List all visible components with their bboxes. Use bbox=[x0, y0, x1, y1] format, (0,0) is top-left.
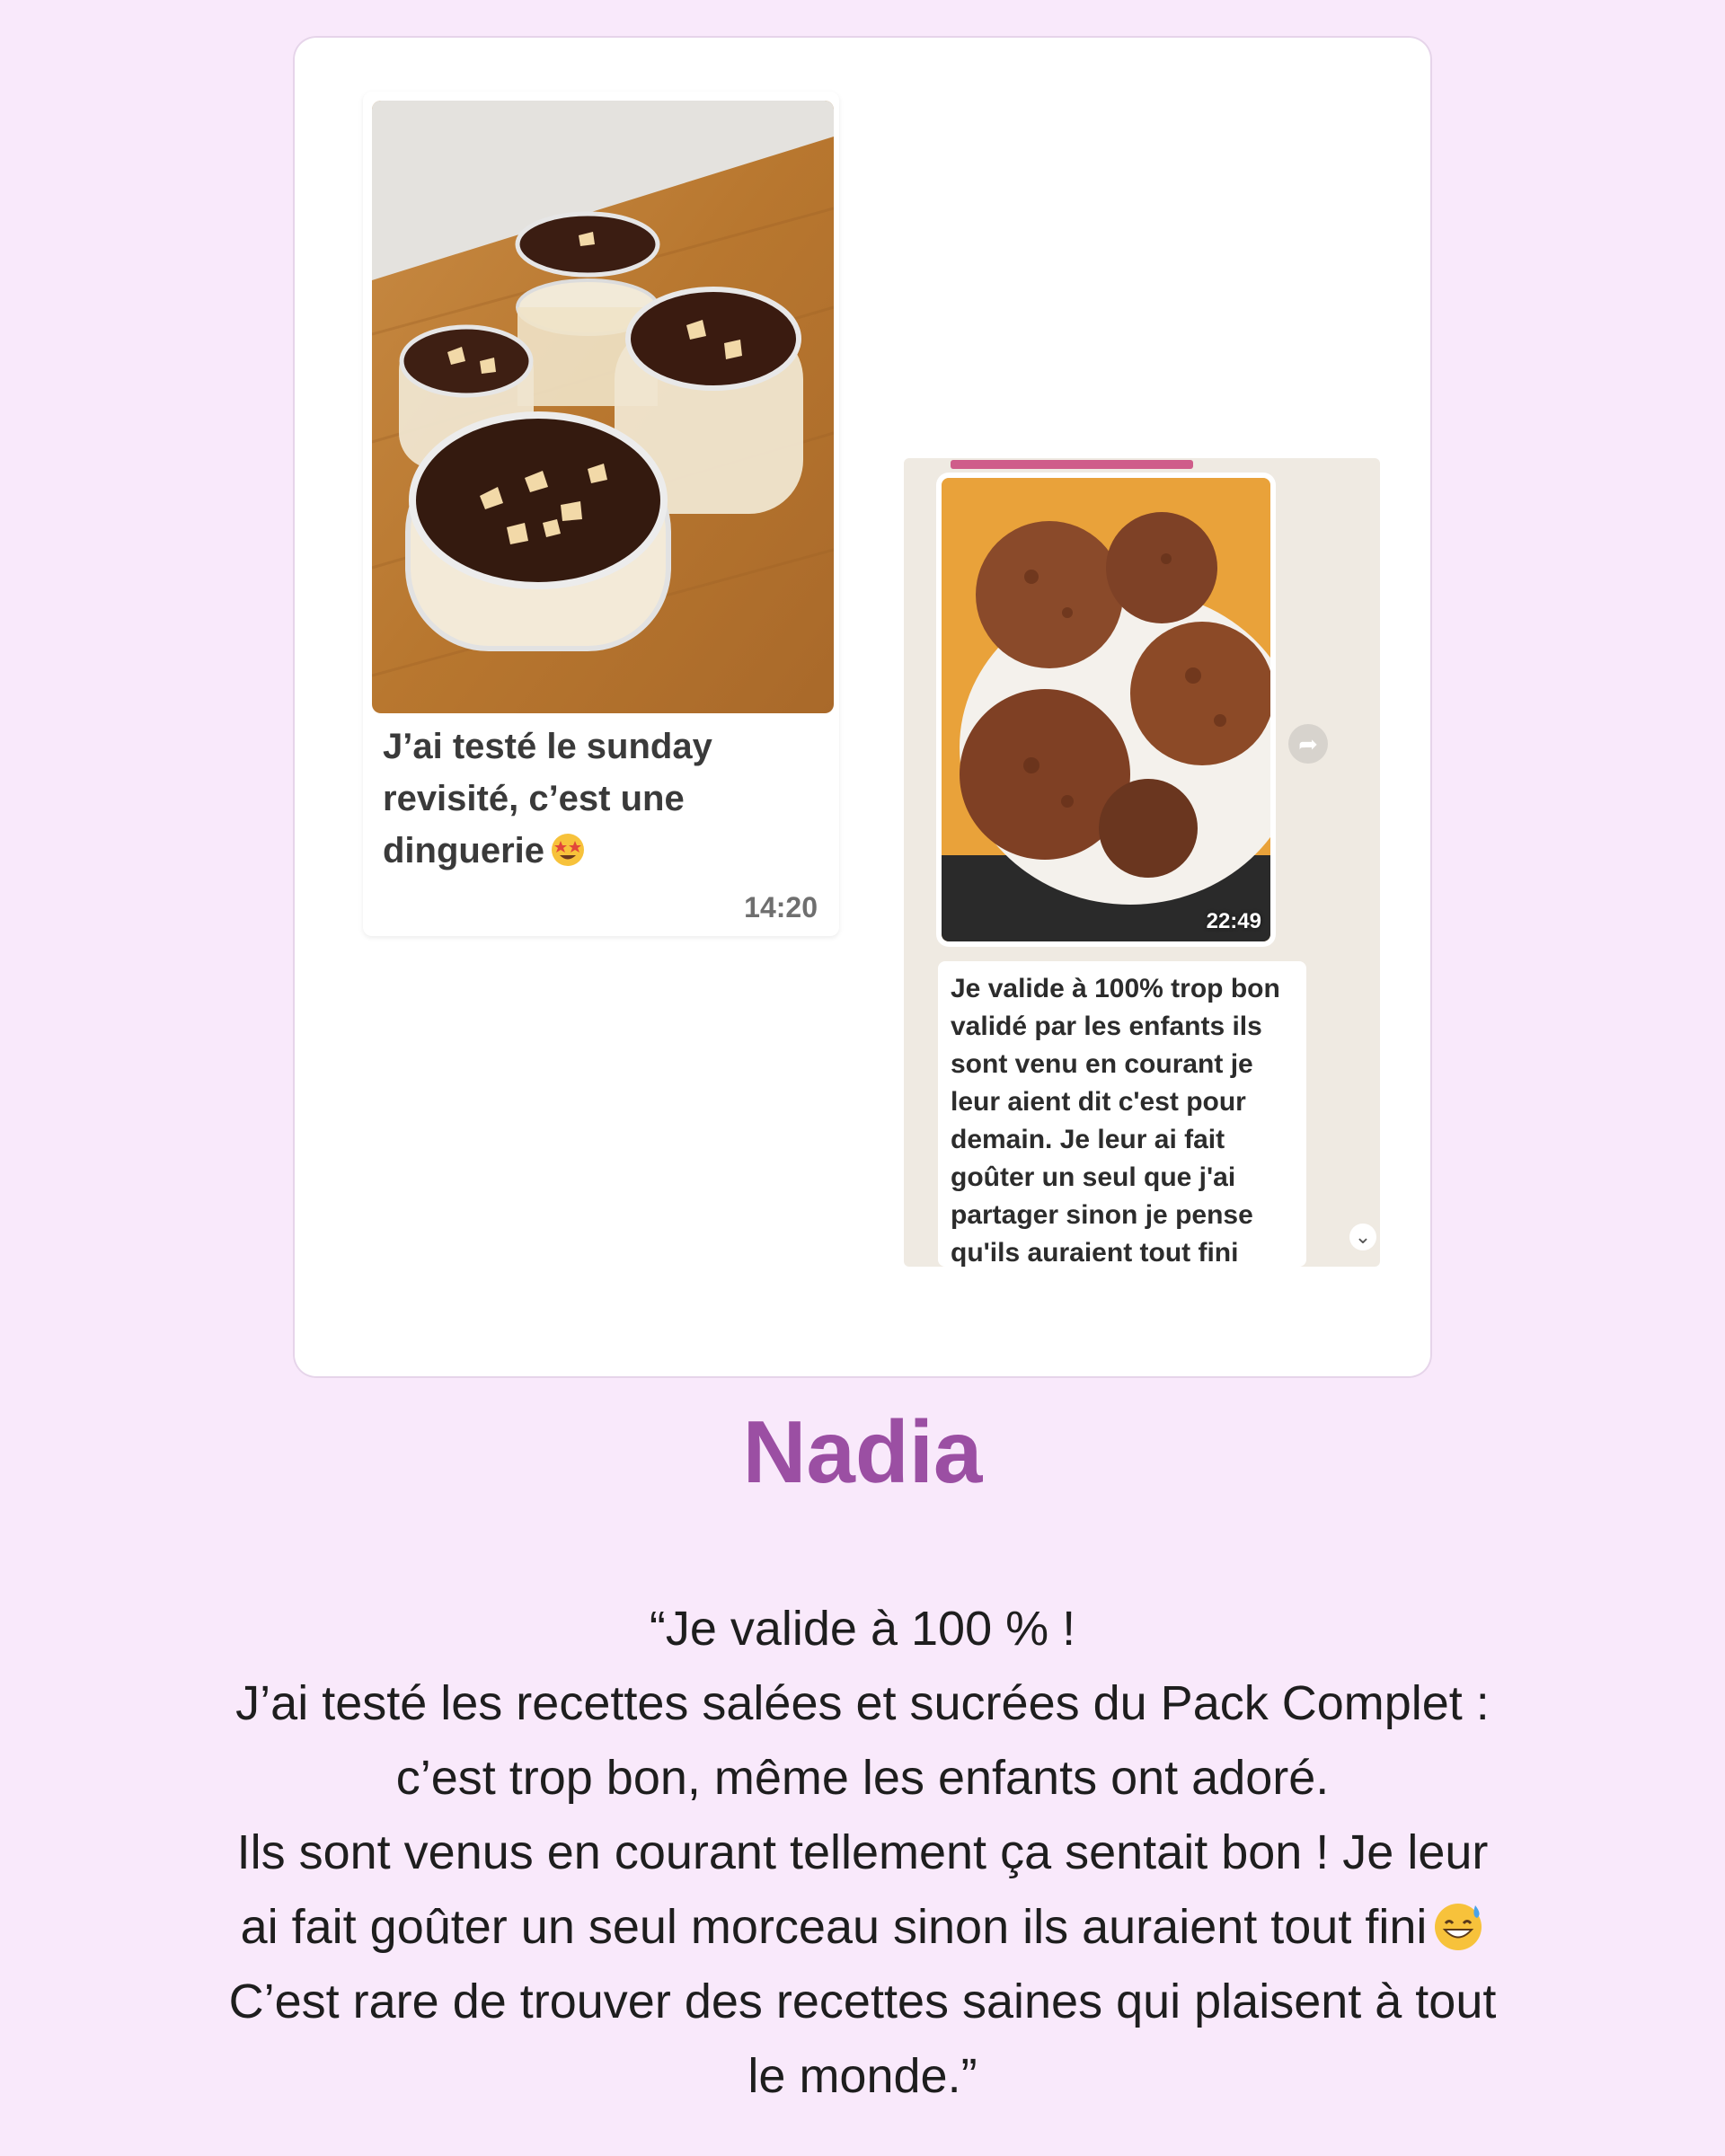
grinning-sweat-emoji-icon bbox=[1432, 1899, 1484, 1951]
chat-line-3: dinguerie bbox=[383, 831, 545, 870]
chat-line-2: revisité, c’est une bbox=[383, 779, 685, 818]
quote-line-5: ai fait goûter un seul morceau sinon ils auraient tout fini bbox=[240, 1900, 1428, 1954]
quote-line-3: c’est trop bon, même les enfants ont adoré. bbox=[395, 1751, 1330, 1805]
chat-message-left bbox=[363, 92, 839, 936]
star-struck-emoji-icon bbox=[550, 830, 586, 866]
quote-line-4: Ils sont venus en courant tellement ça sentait bon ! Je leur bbox=[236, 1825, 1489, 1879]
chat-line-1: J’ai testé le sunday bbox=[383, 727, 712, 766]
cookies-photo bbox=[942, 478, 1270, 941]
chevron-down-icon[interactable]: ⌄ bbox=[1349, 1224, 1376, 1250]
quote-line-7: le monde.” bbox=[748, 2049, 978, 2103]
chat-message-right bbox=[904, 458, 1380, 1267]
chat-message-right-text: Je valide à 100% trop bon validé par les enfants ils sont venu en courant je leur aient dit c'est pour demain. Je leur ai fait goûter un seul que j'ai partager sinon je pense qu'ils auraient tout fini bbox=[938, 961, 1306, 1267]
image-time: 22:49 bbox=[1206, 909, 1261, 933]
quote-line-5-wrap bbox=[144, 1890, 1581, 1965]
quote-line-1: “Je valide à 100 % ! bbox=[649, 1602, 1076, 1656]
testimonial-screenshot-card bbox=[293, 36, 1432, 1378]
quote-line-6: C’est rare de trouver des recettes saines qui plaisent à tout bbox=[228, 1975, 1497, 2028]
chat-message-left-text bbox=[383, 720, 778, 877]
desserts-photo bbox=[372, 101, 834, 713]
quote-line-2: J’ai testé les recettes salées et sucrées du Pack Complet : bbox=[235, 1676, 1490, 1730]
sender-name-bar bbox=[951, 460, 1193, 469]
forward-icon[interactable]: ➦ bbox=[1288, 724, 1328, 764]
testimonial-author-name: Nadia bbox=[742, 1402, 983, 1501]
chat-message-left-time: 14:20 bbox=[744, 891, 818, 923]
testimonial-quote bbox=[144, 1592, 1581, 2114]
